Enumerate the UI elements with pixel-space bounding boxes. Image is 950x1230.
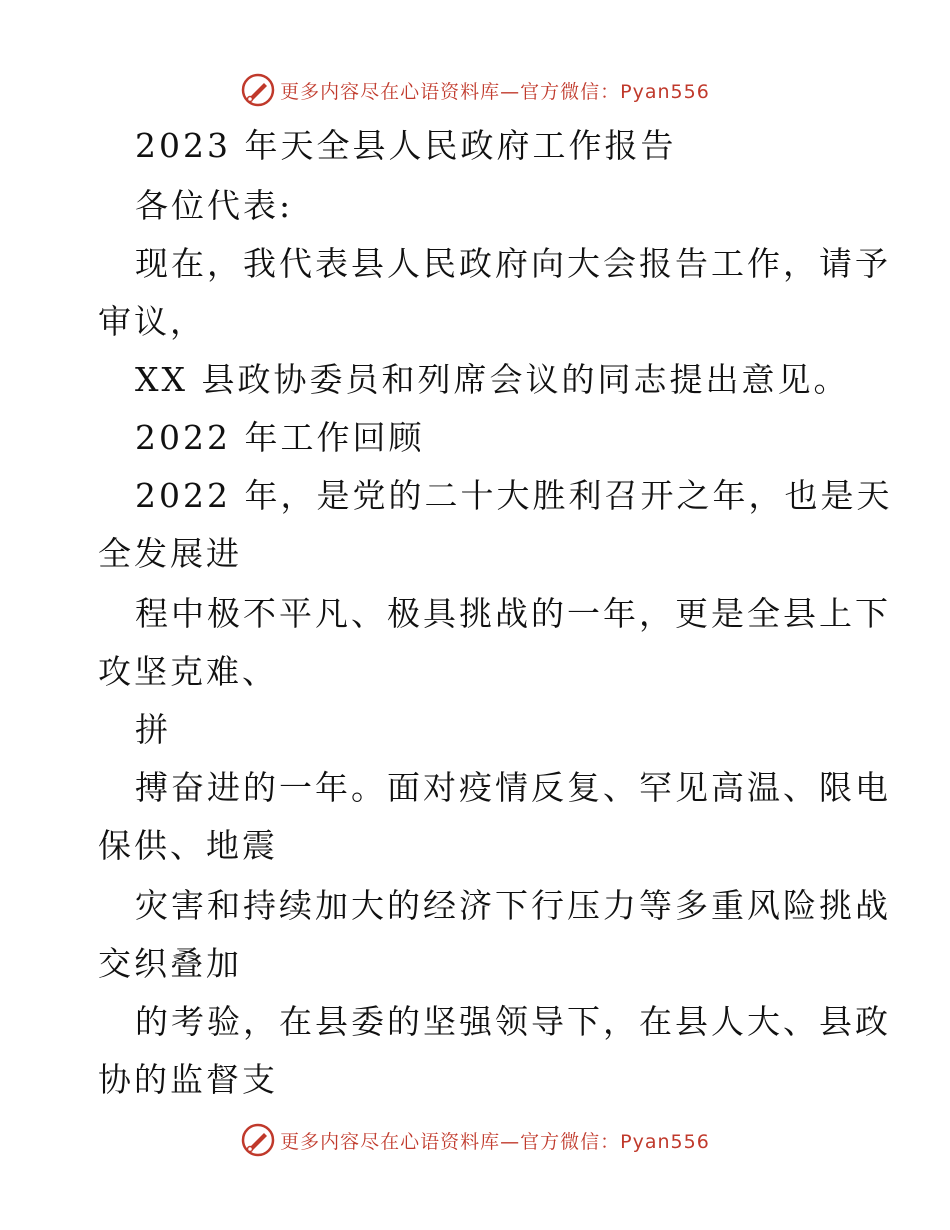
- paragraph-line: 搏奋进的一年。面对疫情反复、罕见高温、限电: [135, 768, 891, 807]
- footer-watermark: [0, 1120, 950, 1160]
- salutation: 各位代表:: [135, 186, 294, 225]
- paragraph-line: XX 县政协委员和列席会议的同志提出意见。: [135, 360, 850, 399]
- paragraph-line: 现在，我代表县人民政府向大会报告工作，请予: [135, 244, 891, 283]
- paragraph-line: 拼: [135, 710, 171, 749]
- section-heading: 2022 年工作回顾: [135, 418, 425, 457]
- paragraph-line: 协的监督支: [98, 1060, 278, 1099]
- pen-logo-icon: [240, 1122, 276, 1158]
- watermark-text: 更多内容尽在心语资料库—官方微信：Pyan556: [280, 1130, 710, 1153]
- paragraph-line: 灾害和持续加大的经济下行压力等多重风险挑战: [135, 886, 891, 925]
- watermark-text: 更多内容尽在心语资料库—官方微信：Pyan556: [280, 80, 710, 103]
- paragraph-line: 全发展进: [98, 534, 242, 573]
- paragraph-line: 攻坚克难、: [98, 652, 278, 691]
- paragraph-line: 保供、地震: [98, 826, 278, 865]
- paragraph-line: 交织叠加: [98, 944, 242, 983]
- paragraph-line: 审议，: [98, 302, 206, 341]
- paragraph-line: 2022 年，是党的二十大胜利召开之年，也是天: [135, 476, 893, 515]
- paragraph-line: 程中极不平凡、极具挑战的一年，更是全县上下: [135, 594, 891, 633]
- document-title: 2023 年天全县人民政府工作报告: [135, 126, 677, 165]
- paragraph-line: 的考验，在县委的坚强领导下，在县人大、县政: [135, 1002, 891, 1041]
